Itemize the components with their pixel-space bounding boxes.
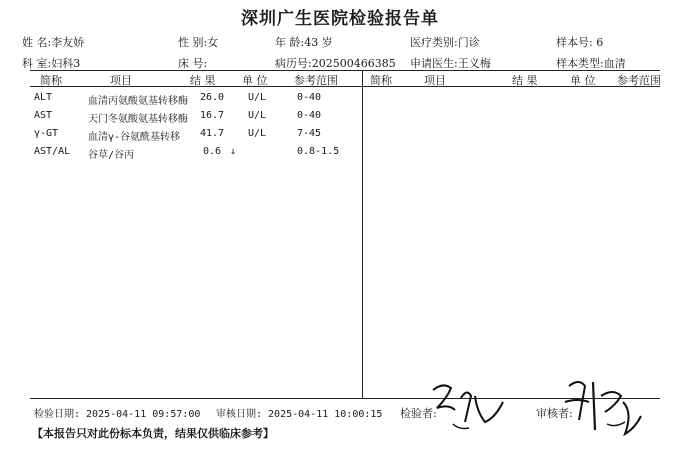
reviewer-signature — [555, 372, 655, 444]
row-unit: U/L — [248, 128, 267, 139]
row-abbr: AST/AL — [34, 146, 71, 157]
requesting-doctor: 申请医生:王义梅 — [410, 57, 491, 70]
row-item: 谷草/谷丙 — [88, 150, 135, 161]
row-range: 0-40 — [297, 92, 322, 103]
low-flag: ↓ — [230, 146, 237, 157]
col-unit-right: 单 位 — [570, 74, 596, 87]
sample-number: 样本号: 6 — [556, 36, 604, 49]
col-abbr-right: 简称 — [370, 74, 392, 87]
row-result: 0.6 — [203, 146, 222, 157]
row-result: 41.7 — [200, 128, 225, 139]
report-title: 深圳广生医院检验报告单 — [241, 9, 439, 29]
col-result-left: 结 果 — [190, 74, 216, 87]
disclaimer: 【本报告只对此份标本负责，结果仅供临床参考】 — [32, 427, 274, 440]
row-item: 天门冬氨酸氨基转移酶 — [88, 114, 188, 125]
visit-type: 医疗类别:门诊 — [410, 36, 480, 49]
row-result: 16.7 — [200, 110, 225, 121]
test-date: 检验日期: 2025-04-11 09:57:00 — [34, 409, 201, 420]
record-number: 病历号:202500466385 — [275, 57, 396, 70]
col-range-right: 参考范围 — [617, 74, 661, 87]
row-range: 0-40 — [297, 110, 322, 121]
row-abbr: AST — [34, 110, 53, 121]
col-item-right: 项目 — [424, 74, 446, 87]
col-range-left: 参考范围 — [294, 74, 338, 87]
patient-sex: 性 别:女 — [178, 36, 219, 49]
col-abbr-left: 简称 — [40, 74, 62, 87]
sample-type: 样本类型:血清 — [556, 57, 626, 70]
row-unit: U/L — [248, 92, 267, 103]
patient-age: 年 龄:43 岁 — [275, 36, 333, 49]
row-range: 0.8-1.5 — [297, 146, 340, 157]
bed-number: 床 号: — [178, 57, 208, 70]
table-divider — [362, 70, 363, 398]
row-item: 血清丙氨酸氨基转移酶 — [88, 96, 188, 107]
row-result: 26.0 — [200, 92, 225, 103]
row-range: 7-45 — [297, 128, 322, 139]
tester-label: 检验者: — [400, 407, 437, 420]
patient-name: 姓 名:李友娇 — [22, 36, 85, 49]
row-unit: U/L — [248, 110, 267, 121]
col-result-right: 结 果 — [512, 74, 538, 87]
reviewer-label: 审核者: — [536, 407, 573, 420]
row-item: 血清γ-谷氨酰基转移 — [88, 132, 181, 143]
department: 科 室:妇科3 — [22, 57, 81, 70]
col-unit-left: 单 位 — [242, 74, 268, 87]
row-abbr: ALT — [34, 92, 53, 103]
review-date: 审核日期: 2025-04-11 10:00:15 — [216, 409, 383, 420]
table-top-rule — [30, 70, 660, 71]
tester-signature — [425, 378, 525, 438]
row-abbr: γ-GT — [34, 128, 59, 139]
col-item-left: 项目 — [110, 74, 132, 87]
